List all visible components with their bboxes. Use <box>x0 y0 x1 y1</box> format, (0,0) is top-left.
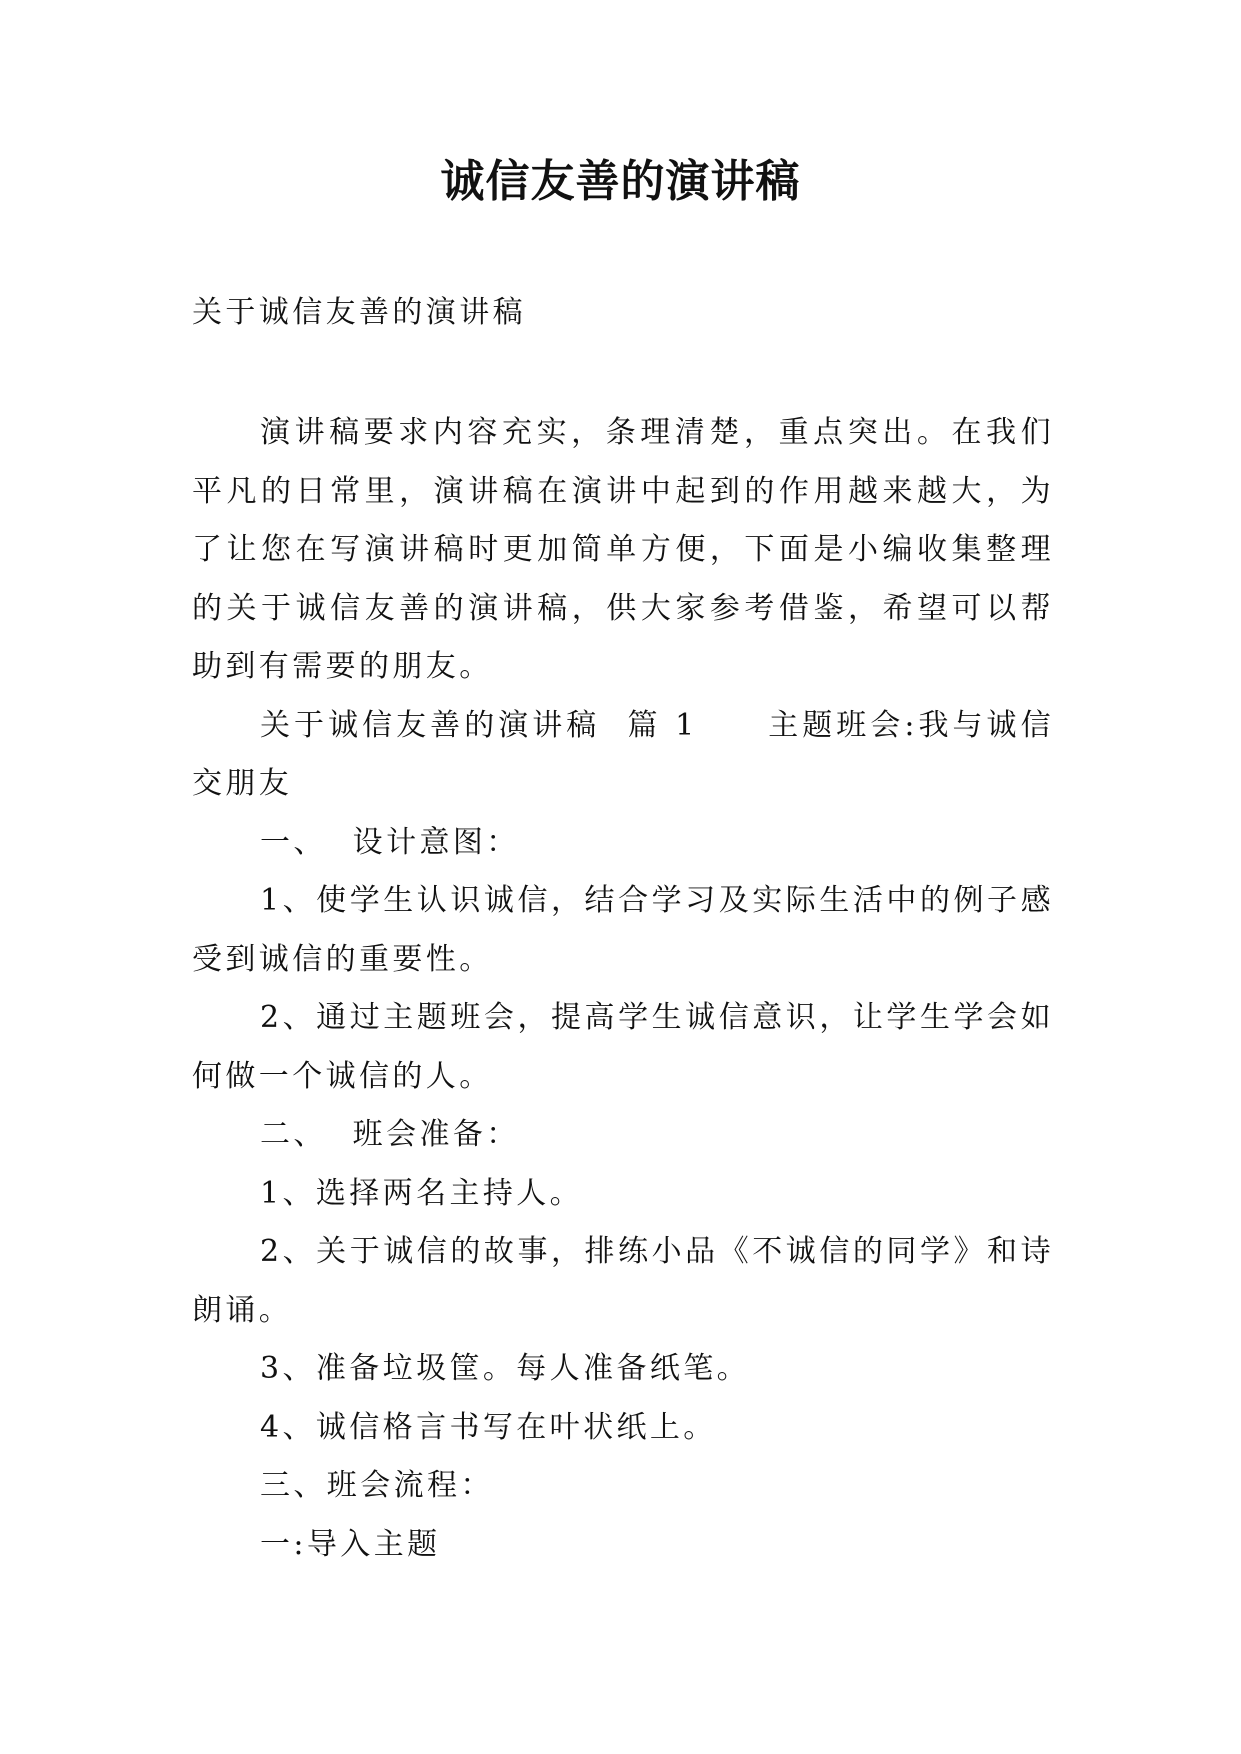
item-process-1: 一:导入主题 <box>260 1526 441 1562</box>
item-intent-2: 2、通过主题班会，提高学生诚信意识，让学生学会如何做一个诚信的人。 <box>192 1000 1054 1094</box>
item-intent-1: 1、使学生认识诚信，结合学习及实际生活中的例子感受到诚信的重要性。 <box>192 883 1054 977</box>
document-subtitle: 关于诚信友善的演讲稿 <box>192 295 526 330</box>
section-topic: 主题班会:我与诚信交朋友 <box>192 707 1054 801</box>
item-prep-1: 1、选择两名主持人。 <box>260 1175 584 1211</box>
item-preparation: 二、 班会准备： <box>260 1117 520 1152</box>
section-heading: 关于诚信友善的演讲稿 篇 1 <box>260 707 698 743</box>
document-title: 诚信友善的演讲稿 <box>440 156 801 207</box>
item-prep-3: 3、准备垃圾筐。每人准备纸笔。 <box>260 1351 751 1386</box>
section-heading-paragraph <box>192 697 1054 814</box>
item-design-intent: 一、 设计意图： <box>260 824 520 860</box>
item-prep-4: 4、诚信格言书写在叶状纸上。 <box>260 1409 717 1445</box>
intro-paragraph: 演讲稿要求内容充实，条理清楚，重点突出。在我们平凡的日常里，演讲稿在演讲中起到的作用越来越大，为了让您在写演讲稿时更加简单方便，下面是小编收集整理的关于诚信友善的演讲稿，供大家参考借鉴，希望可以帮助到有需要的朋友。 <box>192 415 1054 684</box>
item-prep-2: 2、关于诚信的故事，排练小品《不诚信的同学》和诗朗诵。 <box>192 1234 1054 1328</box>
item-process: 三、班会流程： <box>260 1468 494 1503</box>
document-body <box>192 404 1054 1574</box>
